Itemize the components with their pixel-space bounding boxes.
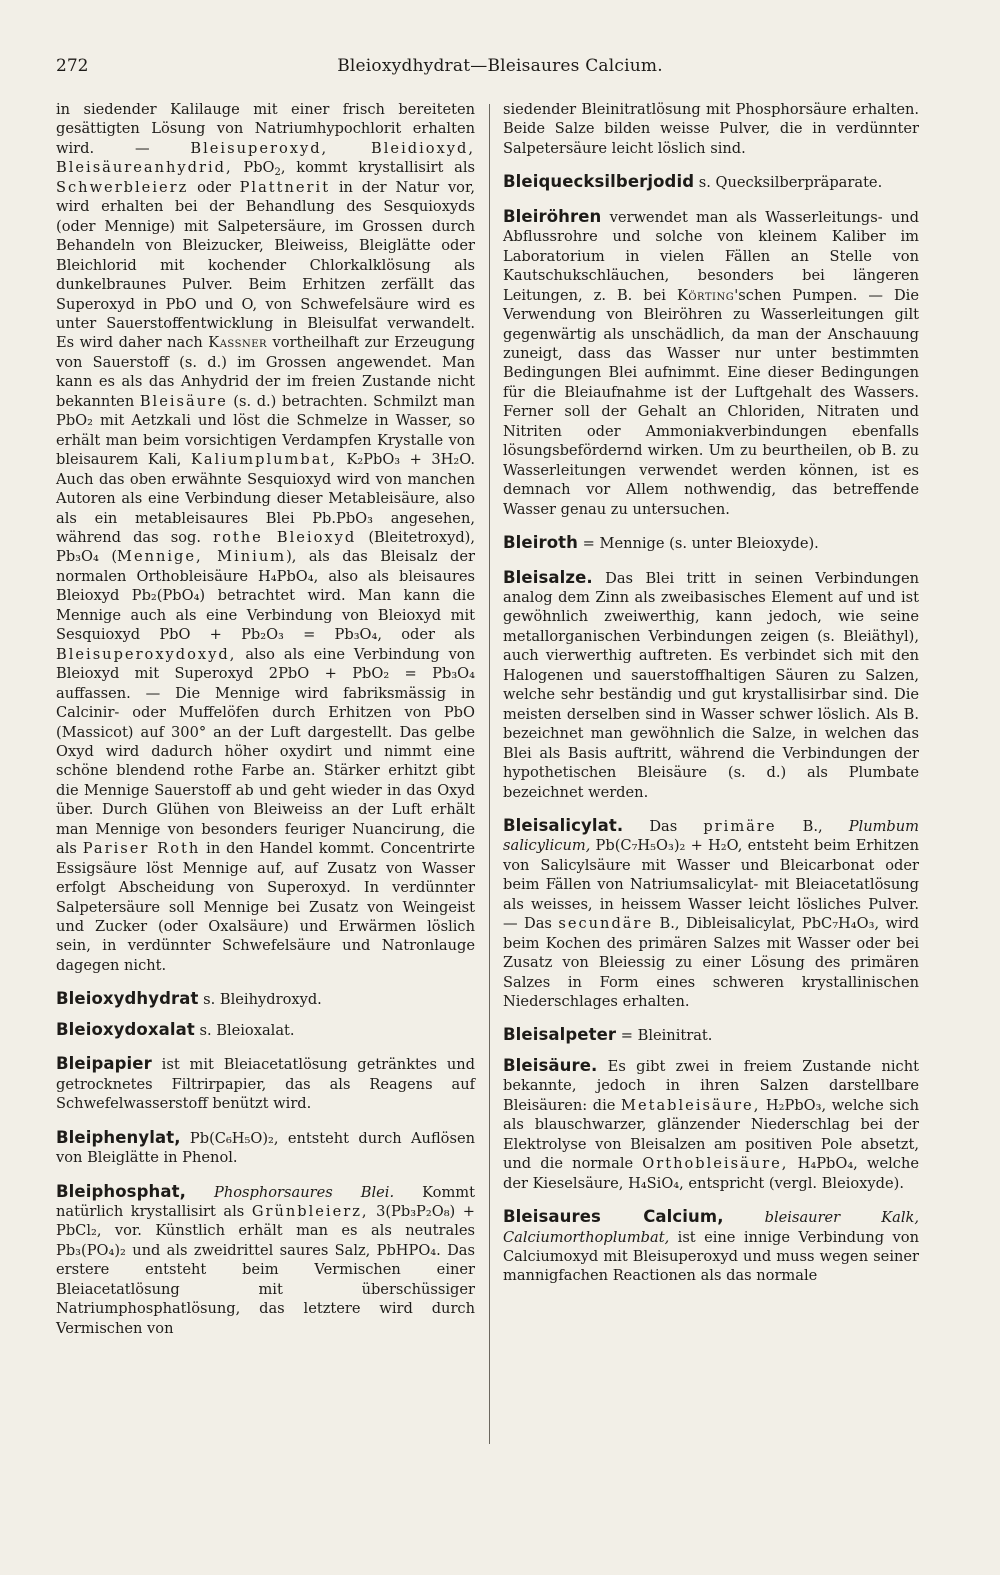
entry-bleisalze [503,568,919,802]
entry-bleiphosphat-continued: siedender Bleinitratlösung mit Phosphorsäure erhalten. Beide Salze bilden weisse Pulver, die in verdünnter Salpetersäure leicht löslich sind. [503,101,919,157]
entry-text: s. Quecksilberpräparate. [694,174,883,192]
entry-text: s. Bleioxalat. [194,1021,295,1039]
term-mennige: Mennige, Minium [117,548,287,566]
entry-bleiroehren [503,207,919,519]
term-kaliumplumbat: Kaliumplumbat, [190,451,337,469]
term-schwerbleierz: Schwerbleierz [56,178,189,196]
entry-bleioxydoxalat [56,1020,475,1040]
term-orthobleisaeure: Orthobleisäure, [642,1155,789,1173]
headword: Bleioxydoxalat [56,1019,195,1039]
entry-text: Es gibt zwei in freiem Zustande nicht bekannte, jedoch in ihren Salzen darstellbare Bleisäuren: die [503,1057,919,1114]
text: ), als das Bleisalz der normalen Orthobleisäure H₄PbO₄, also als bleisaures Bleioxyd Pb₂(PbO₄) betrachtet wird. Man kann die Mennige auch als eine Verbindung von Bleioxyd mit Sesquioxyd PbO + Pb₂O₃ = Pb₃O₄, oder als [56,548,475,644]
term-primaere: primäre [703,817,777,835]
entry-text: H₂PbO₃, welche sich als blauschwarzer, glänzender Niederschlag bei der Elektrolyse von Bleisalzen am positiven Pole absetzt, und die normale [503,1096,920,1173]
entry-bleioxydhydrat [56,989,475,1009]
term-bleisuperoxydoxyd: Bleisuperoxydoxyd, [56,645,237,663]
entry-text: B., [776,817,849,835]
page-header [0,56,1000,86]
entry-text: = Bleinitrat. [616,1027,713,1045]
term-pariser-roth: Pariser Roth [82,840,201,858]
text: oder [188,178,240,196]
entry-bleipapier [56,1054,475,1113]
right-column [503,100,919,1286]
term-plattnerit: Plattnerit [239,178,331,196]
headword: Bleiphenylat, [56,1127,181,1147]
running-title: Bleioxydhydrat—Bleisaures Calcium. [337,56,663,76]
entry-bleisalpeter [503,1025,919,1045]
entry-bleiphosphat [56,1182,475,1339]
entry-text: H₄PbO₄, welche der Kieselsäure, H₄SiO₄, entspricht (vergl. Bleioxyde). [503,1155,919,1192]
entry-bleisaures-calcium [503,1207,919,1286]
entry-text: verwendet man als Wasserleitungs- und Abflussrohre und solche von kleinem Kaliber im Laboratorium in vielen Fällen an Stelle von Kautschukschläuchen, besonders bei längeren Leitungen, z. B. bei [503,208,919,304]
headword: Bleisalicylat. [503,815,624,835]
entry-text: Das Blei tritt in seinen Verbindungen analog dem Zinn als zweibasisches Element auf und ist gewöhnlich zweiwerthig, kann jedoch, wie seine metallorganischen Verbindungen zeigen (s. Bleiäthyl), auch vierwerthig auftreten. Es verbindet sich mit den Halogenen und sauerstoffhaltigen Säuren zu Salzen, welche sehr beständig und gut krystallisirbar sind. Die meisten derselben sind in Wasser schwer löslich. Als B. bezeichnet man gewöhnlich die Salze, in welchen das Blei als Basis auftritt, während die Verbindungen der hypothetischen Bleisäure (s. d.) als Plumbate bezeichnet werden. [503,569,919,801]
entry-bleiroth [503,533,919,553]
headword: Bleiphosphat, [56,1181,186,1201]
author-kassner: Kassner [208,334,268,352]
entry-bleisaeure [503,1056,919,1193]
entry-bleiphenylat [56,1128,475,1168]
text: in siedender Kalilauge mit einer frisch bereiteten gesättigten Lösung von Natriumhypochlorit erhalten wird. — [56,101,475,157]
italic-synonym: bleisaurer Kalk, Calciumorthoplumbat, [503,1209,919,1246]
entry-text: B., Dibleisalicylat, PbC₇H₄O₃, wird beim Kochen des primären Salzes mit Wasser oder bei Zusatz von Bleiessig zu einer Lösung des primären Salzes in Form eines schweren krystallinischen Niederschlages erhalten. [503,915,919,1011]
text: (s. d.) betrachten. Schmilzt man PbO₂ mit Aetzkali und löst die Schmelze in Wasser, so erhält man beim vorsichtigen Verdampfen Krystalle von bleisaurem Kali, [56,392,475,469]
text: , kommt krystallisirt als [280,159,476,177]
entry-bleiquecksilberjodid [503,172,919,192]
term-secundaere: secundäre [558,915,654,933]
term-metableisaeure: Metableisäure, [621,1096,761,1114]
entry-text: Kommt natürlich krystallisirt als [56,1183,475,1221]
entry-bleisalicylat [503,816,919,1012]
entry-text: ist mit Bleiacetatlösung getränktes und getrocknetes Filtrirpapier, das als Reagens auf Schwefelwasserstoff benützt wird. [56,1056,475,1113]
text: also als eine Verbindung von Bleioxyd mit Superoxyd 2PbO + PbO₂ = Pb₃O₄ auffassen. — Die Mennige wird fabriksmässig in Calcinir- oder Muffelöfen durch Erhitzen von PbO (Massicot) auf 300° an der Luft dargestellt. Das gelbe Oxyd wird dadurch höher oxydirt und nimmt eine schöne blendend rothe Farbe an. Stärker erhitzt gibt die Mennige Sauerstoff ab und geht wieder in das Oxyd über. Durch Glühen von Bleiweiss an der Luft erhält man Mennige von besonders feuriger Nuancirung, die als [56,645,475,858]
italic-synonym: Phosphorsaures Blei. [185,1183,395,1201]
entry-text: s. Bleihydroxyd. [198,991,322,1009]
entry-bleioxyde-continued [56,100,475,975]
text: K₂PbO₃ + 3H₂O. Auch das oben erwähnte Sesquioxyd wird von manchen Autoren als eine Verbindung dieser Metableisäure, also als ein metableisaures Blei Pb.PbO₃ angesehen, während das sog. [56,451,476,546]
entry-text: ist eine innige Verbindung von Calciumoxyd mit Bleisuperoxyd und muss wegen seiner mannigfachen Reactionen als das normale [503,1228,919,1285]
term-gruenbleierz: Grünbleierz, [251,1203,369,1221]
headword: Bleiröhren [503,206,602,226]
entry-text: = Mennige (s. unter Bleioxyde). [578,535,819,553]
text: vortheilhaft zur Erzeugung von Sauerstoff (s. d.) im Grossen angewendet. Man kann es als das Anhydrid der im freien Zustande nicht bekannten [56,334,475,410]
headword: Bleisalpeter [503,1025,617,1045]
entry-text: Pb(C₆H₅O)₂, entsteht durch Auflösen von Bleiglätte in Phenol. [56,1129,475,1167]
entry-text: 'schen Pumpen. — Die Verwendung von Bleiröhren zu Wasserleitungen gilt gegenwärtig als unschädlich, da man der Anschauung zuneigt, dass das Wasser nur unter bestimmten Bedingungen Blei aufnimmt. Eine dieser Bedingungen für die Bleiaufnahme ist der Luftgehalt des Wassers. Ferner soll der Gehalt an Chloriden, Nitraten und Nitriten oder Ammoniakverbindungen ebenfalls lösungsbefördernd wirken. Um zu beurtheilen, ob B. zu Wasserleitungen verwendet werden können, ist es demnach vor Allem nothwendig, das betreffende Wasser genau zu untersuchen. [503,286,919,518]
headword: Bleiroth [503,533,578,553]
text: (Bleitetroxyd), Pb₃O₄ ( [56,528,475,566]
text: in der Natur vor, wird erhalten bei der Behandlung des Sesquioxyds (oder Mennige) mit Salpetersäure, im Grossen durch Behandeln von Bleizucker, Bleiweiss, Bleiglätte oder Bleichlorid mit kochender Chlorkalklösung als dunkelbraunes Pulver. Beim Erhitzen zerfällt das Superoxyd in PbO und O, von Schwefelsäure wird es unter Sauerstoffentwicklung in Bleisulfat verwandelt. Es wird daher nach [56,178,475,352]
entry-text: Pb(C₇H₅O₃)₂ + H₂O, entsteht beim Erhitzen von Salicylsäure mit Wasser und Bleicarbonat oder beim Fällen von Natriumsalicylat- mit Bleiacetatlösung als weisses, in heissem Wasser leicht lösliches Pulver. — Das [503,837,919,933]
term-bleisaeure: Bleisäure [139,392,228,410]
term-bleisuperoxyd: Bleisuperoxyd, Bleidioxyd, Bleisäureanhydrid, [56,139,475,177]
italic-latin-name: Plumbum salicylicum, [503,817,920,855]
headword: Bleipapier [56,1054,152,1074]
entry-text: Das [623,817,704,835]
headword: Bleisäure. [503,1055,598,1075]
page-number: 272 [56,56,89,76]
author-koerting: Körting [676,286,735,304]
headword: Bleisalze. [503,567,593,587]
text: in den Handel kommt. Concentrirte Essigsäure löst Mennige auf, auf Zusatz von Wasser erfolgt Abscheidung von Superoxyd. In verdünnter Salpetersäure soll Mennige bei Zusatz von Weingeist und Zucker (oder Oxalsäure) und Erwärmen löslich sein, in verdünnter Schwefelsäure und Natronlauge dagegen nicht. [56,840,476,974]
left-column [56,100,475,1338]
headword: Bleisaures Calcium, [503,1207,724,1227]
headword: Bleioxydhydrat [56,989,199,1009]
column-divider [489,104,490,1444]
headword: Bleiquecksilberjodid [503,172,695,192]
term-rothe-bleioxyd: rothe Bleioxyd [213,528,357,546]
entry-text: 3(Pb₃P₂O₈) + PbCl₂, vor. Künstlich erhält man es als neutrales Pb₃(PO₄)₂ und als zweidrittel saures Salz, PbHPO₄. Das erstere entsteht beim Vermischen einer Bleiacetatlösung mit überschüssiger Natriumphosphatlösung, das letztere wird durch Vermischen von [56,1203,475,1337]
formula-subscript: 2 [274,167,281,179]
formula: PbO [232,159,275,177]
